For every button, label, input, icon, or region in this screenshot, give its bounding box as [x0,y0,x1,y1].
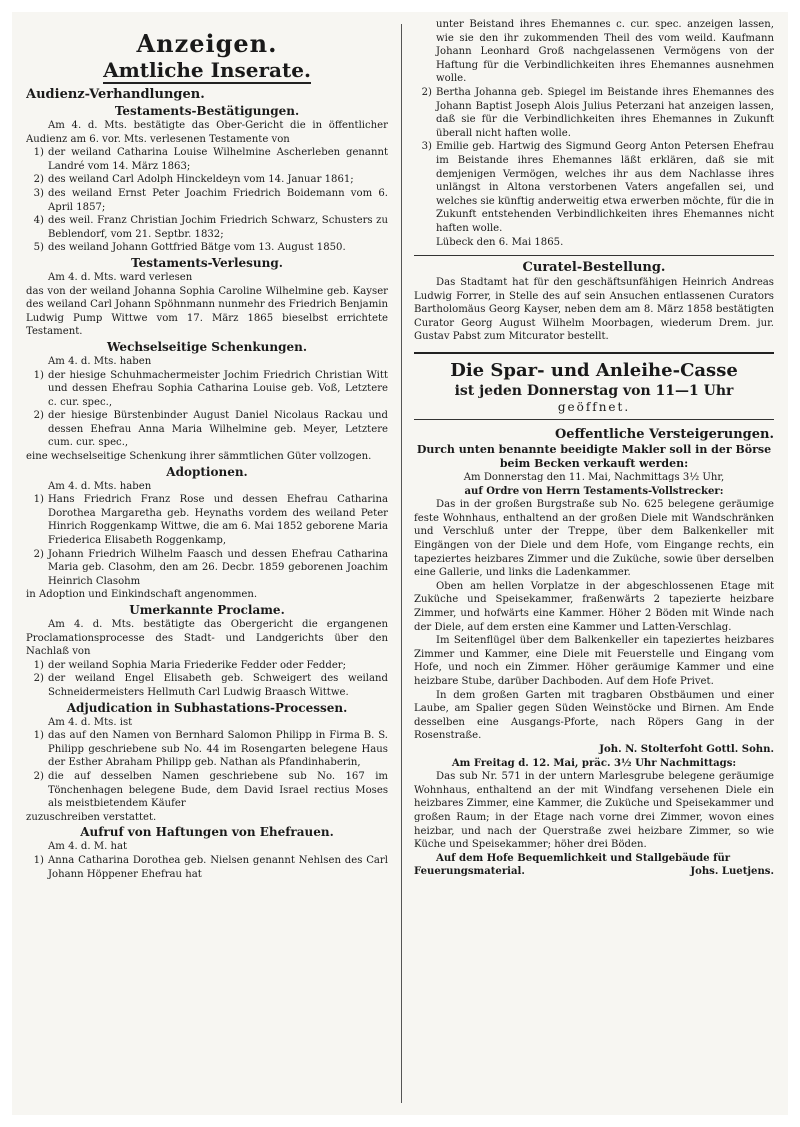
liability-lead: Am 4. d. M. hat [48,841,128,853]
auction-paragraph: Das in der großen Burgstraße sub No. 625 belegene geräumige feste Wohnhaus, enthaltend an der großen Diele mit Wandschränken und Verschluß unter der Treppe, über dem Balkenkeller mit Eingängen von der Diele und dem Hofe, vom Eingange rechts, ein tapeziertes heizbares Zimmer und die Zuküche, sowie über derselben eine Gallerie, und links die Ladenkammer. [414,499,774,579]
auction-paragraph: Im Seitenflügel über dem Balkenkeller ein tapeziertes heizbares Zimmer und Kammer, eine Diele mit Feuerstelle und Eingang vom Hofe, und noch ein Zimmer. Höher geräumige Kammer und eine heizbare Stube, darüber Dachboden. Auf dem Hofe Privet. [414,635,774,687]
heading-curatel: Curatel-Bestellung. [522,260,666,276]
sparkasse-title: Die Spar- und Anleihe-Casse [450,360,738,382]
list-item: 2) der hiesige Bürstenbinder August Daniel Nicolaus Rackau und dessen Ehefrau Anna Maria Wilhelmine geb. Meyer, Letztere cum. cur. spec., [33,410,388,449]
sparkasse-open: geöffnet. [557,400,631,415]
heading-testament-confirm: Testaments-Bestätigungen. [114,104,300,118]
list-item: 1) Hans Friedrich Franz Rose und dessen Ehefrau Catharina Dorothea Margaretha geb. Heynaths vordem des weiland Peter Hinrich Roggenkamp Wittwe, die am 6. Mai 1852 geborene Maria Friederica Elisabeth Roggenkamp, [33,494,388,547]
list-item: 2) des weiland Carl Adolph Hinckeldeyn vom 14. Januar 1861; [33,174,354,186]
section-auctions: Oeffentliche Versteigerungen. [554,427,774,443]
testament-confirm-list [26,146,388,255]
masthead-subtitle: Amtliche Inserate. [103,58,311,82]
heading-testament-read: Testaments-Verlesung. [131,255,283,270]
testament-read-text: das von der weiland Johanna Sophia Caroline Wilhelmine geb. Kayser des weiland Carl Johann Spöhnmann nunmehr des Friedrich Benjamin Ludwig Pump Wittwe vom 17. März 1865 bieselbst errichtete Testament. [26,285,388,338]
heading-liability: Aufruf von Haftungen von Ehefrauen. [80,825,334,840]
list-item: 3) Emilie geb. Hartwig des Sigmund Georg Anton Petersen Ehefrau im Beistande ihres Ehemannes läßt erklären, daß sie mit demjenigen Vermögen, welches ihr aus dem Nachlasse ihres unlängst in Altona verstorbenen Vaters angefallen sei, und welches sie künftig anderweitig etwa erwerben möchte, für die in Zukunft entstehenden Verbindlichkeiten ihres Ehemannes nicht haften wolle. [421,141,774,234]
list-item: 4) des weil. Franz Christian Jochim Friedrich Schwarz, Schusters zu Beblendorf, vom 21. Septbr. 1832; [33,215,388,240]
list-item: 1) der weiland Sophia Maria Friederike Fedder oder Fedder; [33,659,347,671]
adoptions-lead: Am 4. d. Mts. haben [48,480,152,492]
proclame-intro: Am 4. d. Mts. bestätigte das Obergericht die ergangenen Proclamationsprocesse des Stadt- und Landgerichts über den Nachlaß von [26,619,388,658]
adjudication-tail: zuzuschreiben verstattet. [26,811,157,823]
heading-adjudication: Adjudication in Subhastations-Processen. [66,700,348,715]
sparkasse-hours: ist jeden Donnerstag von 11—1 Uhr [454,383,734,400]
heading-proclame: Umerkannte Proclame. [129,603,285,617]
curatel-text: Das Stadtamt hat für den geschäftsunfähigen Heinrich Andreas Ludwig Forrer, in Stelle des auf sein Ansuchen entlassenen Curators Bartholomäus Georg Kayser, neben dem am 8. März 1858 bestätigten Curator Georg August Wilhelm Moorbagen, wiederum Drem. jur. Gustav Pabst zum Mitcurator bestellt. [414,277,774,343]
auction-date-1: Am Donnerstag den 11. Mai, Nachmittags 3½ Uhr, [463,472,725,484]
list-item: 1) das auf den Namen von Bernhard Salomon Philipp in Firma B. S. Philipp geschriebene sub No. 44 im Rosengarten belegene Haus der Esther Abraham Philipp geb. Nathan als Pfandinhaberin, [33,730,388,769]
right-column [414,12,774,1115]
list-item: 2) Bertha Johanna geb. Spiegel im Beistande ihres Ehemannes des Johann Baptist Joseph Alois Julius Peterzani hat anzeigen lassen, daß sie für die Verbindlichkeiten ihres Ehemannes in Zukunft überall nicht haften wolle. [421,86,774,139]
auction-date-2: Am Freitag d. 12. Mai, präc. 3½ Uhr Nachmittags: [451,757,737,769]
sparkasse-notice [414,352,774,420]
auctions-lead: Durch unten benannte beeidigte Makler soll in der Börse beim Becken verkauft werden: [416,443,772,471]
list-item: 1) der hiesige Schuhmachermeister Jochim Friedrich Christian Witt und dessen Ehefrau Sophia Catharina Louise geb. Voß, Letztere c. cur. spec., [33,369,388,408]
auction-paragraph: In dem großen Garten mit tragbaren Obstbäumen und einer Laube, am Spalier gegen Süden Weinstöcke und Birnen. Am Ende desselben eine Ausgangs-Pforte, nach Röpers Gang in der Rosenstraße. [414,689,774,742]
auction-signature-row [414,865,774,879]
list-item: 2) der weiland Engel Elisabeth geb. Schweigert des weiland Schneidermeisters Hellmuth Carl Ludwig Braasch Wittwe. [33,673,388,698]
masthead-title: Anzeigen. [136,29,278,58]
column-divider [401,24,402,1103]
auction-material: Feuerungsmaterial. [414,866,525,878]
list-item: 2) Johann Friedrich Wilhelm Faasch und dessen Ehefrau Catharina Maria geb. Clasohm, den am 26. Decbr. 1859 geborenen Joachim Heinrich Clasohm [33,548,388,587]
adoptions-tail: in Adoption und Einkindschaft angenommen. [26,589,258,601]
list-item: 1) der weiland Catharina Louise Wilhelmine Ascherleben genannt Landré vom 14. März 1863; [33,147,388,172]
liability-continuation: unter Beistand ihres Ehemannes c. cur. spec. anzeigen lassen, wie sie den ihr zukommenden Theil des vom weild. Kaufmann Johann Leonhard Groß nachgelassenen Vermögens von der Haftung für die Verbindlichkeiten ihres Ehemannes ausnehmen wolle. [436,19,774,85]
auction-paragraph: Oben am hellen Vorplatze in der abgeschlossenen Etage mit Zuküche und Speisekammer, fraßenwärts 2 tapezierte heizbare Zimmer, und hofwärts eine Kammer. Höher 2 Böden mit Winde nach der Diele, auf dem ersten eine Kammer und Latten-Verschlag. [414,580,774,633]
section-rule [414,255,774,256]
auction-signature-2: Johs. Luetjens. [690,866,774,878]
auction-signature-1: Joh. N. Stolterfoht Gottl. Sohn. [599,743,774,755]
list-item: 2) die auf desselben Namen geschriebene sub No. 167 im Tönchenhagen belegene Bude, dem David Israel rectius Moses als meistbietendem Käufer [33,770,388,810]
dateline: Lübeck den 6. Mai 1865. [436,236,564,248]
section-audienz: Audienz-Verhandlungen. [26,87,205,102]
gifts-lead: Am 4. d. Mts. haben [48,355,152,367]
list-item: 3) des weiland Ernst Peter Joachim Friedrich Boidemann vom 6. April 1857; [33,187,388,213]
gifts-tail: eine wechselseitige Schenkung ihrer sämmtlichen Güter vollzogen. [26,451,372,463]
auction-paragraph: Das sub Nr. 571 in der untern Marlesgrube belegene geräumige Wohnhaus, enthaltend an der mit Windfang versehenen Diele ein heizbares Zimmer, eine Kammer, die Zuküche und Speisekammer und großen Raum; in der Etage nach vorne drei Zimmer, wovon eines heizbar, und nach der Querstraße zwei heizbare Zimmer, so wie Küche und Speisekammer; höher drei Böden. [414,771,774,851]
auction-paragraph: Auf dem Hofe Bequemlichkeit und Stallgebäude für [436,852,731,864]
list-item: 5) des weiland Johann Gottfried Bätge vom 13. August 1850. [33,242,346,254]
testament-read-lead: Am 4. d. Mts. ward verlesen [48,271,193,283]
newspaper-page [12,12,788,1115]
auction-order-1: auf Ordre von Herrn Testaments-Vollstrecker: [464,485,724,497]
adjudication-lead: Am 4. d. Mts. ist [48,716,133,728]
heading-gifts: Wechselseitige Schenkungen. [106,339,308,354]
testament-confirm-intro: Am 4. d. Mts. bestätigte das Ober-Gericht die in öffentlicher Audienz am 6. vor. Mts. verlesenen Testamente von [26,120,388,145]
left-column [26,12,388,1115]
heading-adoptions: Adoptionen. [166,464,248,479]
list-item: 1) Anna Catharina Dorothea geb. Nielsen genannt Nehlsen des Carl Johann Höppener Ehefrau hat [33,854,388,880]
